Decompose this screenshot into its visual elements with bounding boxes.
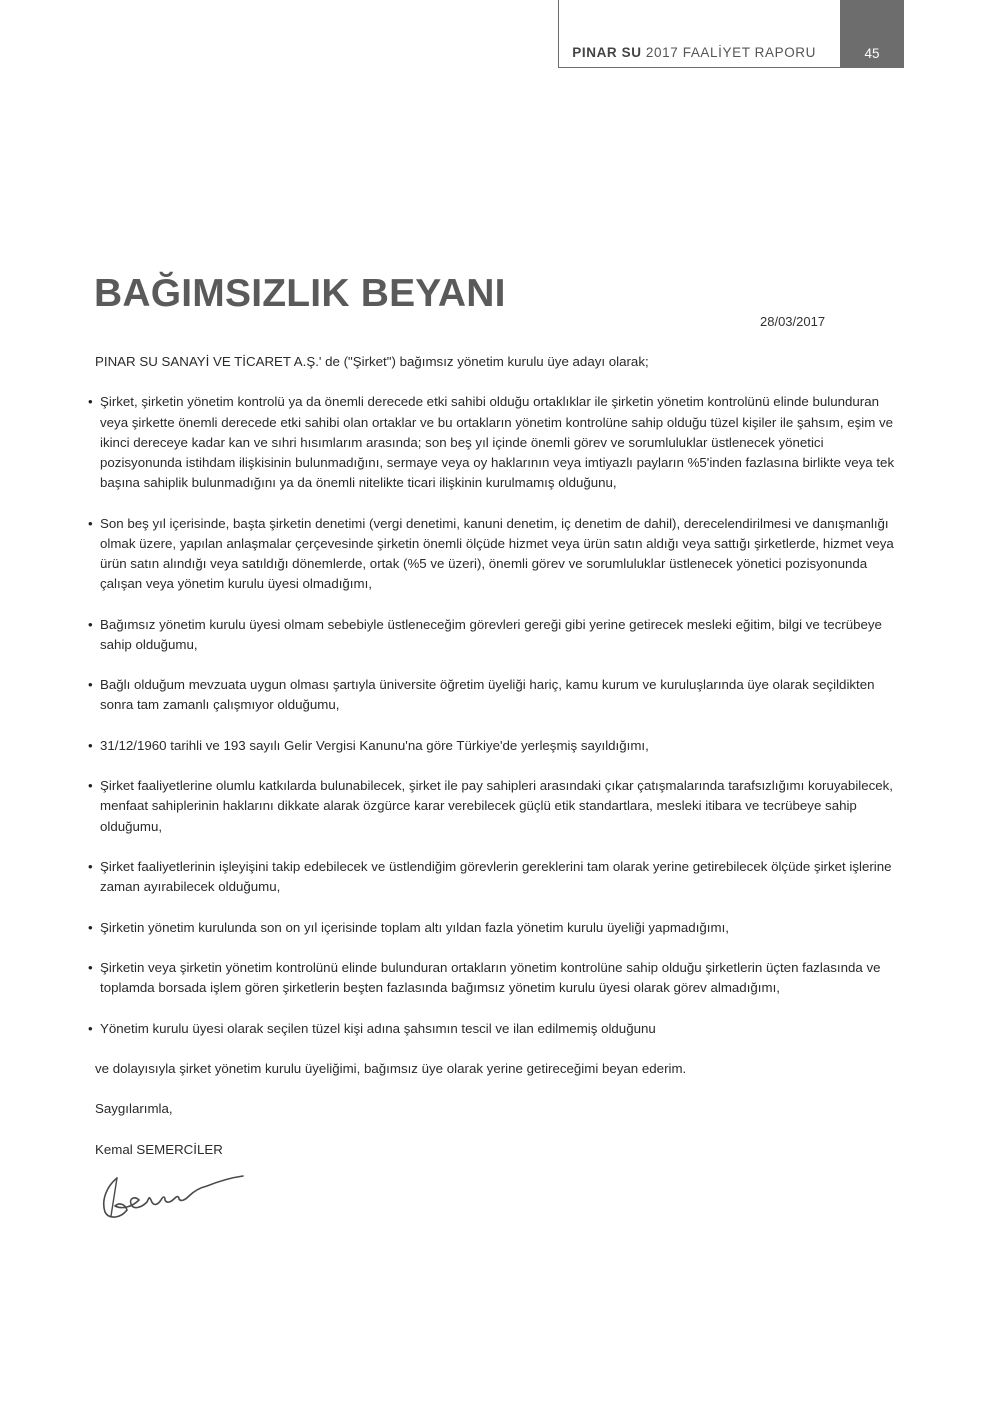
declaration-item: • Bağlı olduğum mevzuata uygun olması şartıyla üniversite öğretim üyeliği hariç, kamu kurum ve kuruluşlarında üye olarak seçildikten sonra tam zamanlı çalışmıyor olduğumu, — [95, 675, 905, 715]
intro-paragraph: PINAR SU SANAYİ VE TİCARET A.Ş.' de ("Şirket") bağımsız yönetim kurulu üye adayı olarak; — [95, 354, 649, 369]
page-number: 45 — [840, 0, 904, 67]
declaration-item: • 31/12/1960 tarihli ve 193 sayılı Gelir Vergisi Kanunu'na göre Türkiye'de yerleşmiş sayıldığımı, — [95, 736, 905, 756]
declaration-item: • Yönetim kurulu üyesi olarak seçilen tüzel kişi adına şahsımın tescil ve ilan edilmemiş olduğunu — [95, 1019, 905, 1039]
report-header-title — [572, 45, 816, 60]
closing-paragraph: ve dolayısıyla şirket yönetim kurulu üyeliğimi, bağımsız üye olarak yerine getireceğimi beyan ederim. — [95, 1060, 687, 1076]
declaration-item: • Bağımsız yönetim kurulu üyesi olmam sebebiyle üstleneceğim görevleri gereği gibi yerine getirecek mesleki eğitim, bilgi ve tecrübeye sahip olduğumu, — [95, 615, 905, 655]
declaration-item: • Son beş yıl içerisinde, başta şirketin denetimi (vergi denetimi, kanuni denetim, iç denetim de dahil), derecelendirilmesi ve danışmanlığı olmak üzere, yapılan anlaşmalar çerçevesinde şirketin önemli ölçüde hizmet veya ürün satın aldığı veya sattığı şirketlerde, hizmet veya ürün satın alındığı veya satıldığı dönemlerde, ortak (%5 ve üzeri), önemli görev ve sorumluluklar üstlenecek yönetici pozisyonunda çalışan veya yönetim kurulu üyesi olmadığımı, — [95, 514, 905, 595]
declaration-date: 28/03/2017 — [760, 314, 826, 329]
declaration-item: • Şirket faaliyetlerinin işleyişini takip edebilecek ve üstlendiğim görevlerin gereklerini tam olarak yerine getirebilecek ölçüde şirket işlerine zaman ayırabilecek olduğumu, — [95, 857, 905, 897]
signer-name: Kemal SEMERCİLER — [95, 1141, 223, 1157]
declaration-item: • Şirketin veya şirketin yönetim kontrolünü elinde bulunduran ortakların yönetim kontrolüne sahip olduğu şirketlerin üçten fazlasında ve toplamda borsada işlem gören şirketlerin beşten fazlasında bağımsız yönetim kurulu üyesi olarak görev almadığımı, — [95, 958, 905, 998]
brand-name: PINAR SU — [572, 45, 642, 60]
declaration-item: • Şirket, şirketin yönetim kontrolü ya da önemli derecede etki sahibi olduğu ortaklıklar ile şirketin yönetim kontrolünü elinde bulunduran veya şirkette önemli derecede etki sahibi olan ortaklar ve bu ortakların yönetim kontrolüne sahip olduğu tüzel kişiler ile şahsım, eşim ve ikinci dereceye kadar kan ve sıhri hısımlarım arasında; son beş yıl içinde önemli görev ve sorumluluklar üstlenecek yönetici pozisyonunda istihdam ilişkisinin bulunmadığını, sermaye veya oy haklarının veya imtiyazlı payların %5'inden fazlasına birlikte veya tek başına sahiplik bulunmadığını ya da önemli nitelikte ticari ilişkinin kurulmamış olduğunu, — [95, 392, 905, 493]
page-title: BAĞIMSIZLIK BEYANI — [94, 272, 506, 315]
declaration-item: • Şirket faaliyetlerine olumlu katkılarda bulunabilecek, şirket ile pay sahipleri arasındaki çıkar çatışmalarında tarafsızlığımı koruyabilecek, menfaat sahiplerinin haklarını dikkate alarak özgürce karar verebilecek güçlü etik standartlara, mesleki itibara ve tecrübeye sahip olduğumu, — [95, 776, 905, 837]
declaration-item: • Şirketin yönetim kurulunda son on yıl içerisinde toplam altı yıldan fazla yönetim kurulu üyeliği yapmadığımı, — [95, 918, 905, 938]
declaration-body — [95, 352, 905, 1224]
declaration-list — [95, 392, 905, 1038]
handwritten-signature — [95, 1166, 285, 1224]
report-header — [558, 0, 904, 68]
salutation: Saygılarımla, — [95, 1101, 173, 1117]
report-name: 2017 FAALİYET RAPORU — [641, 45, 816, 60]
